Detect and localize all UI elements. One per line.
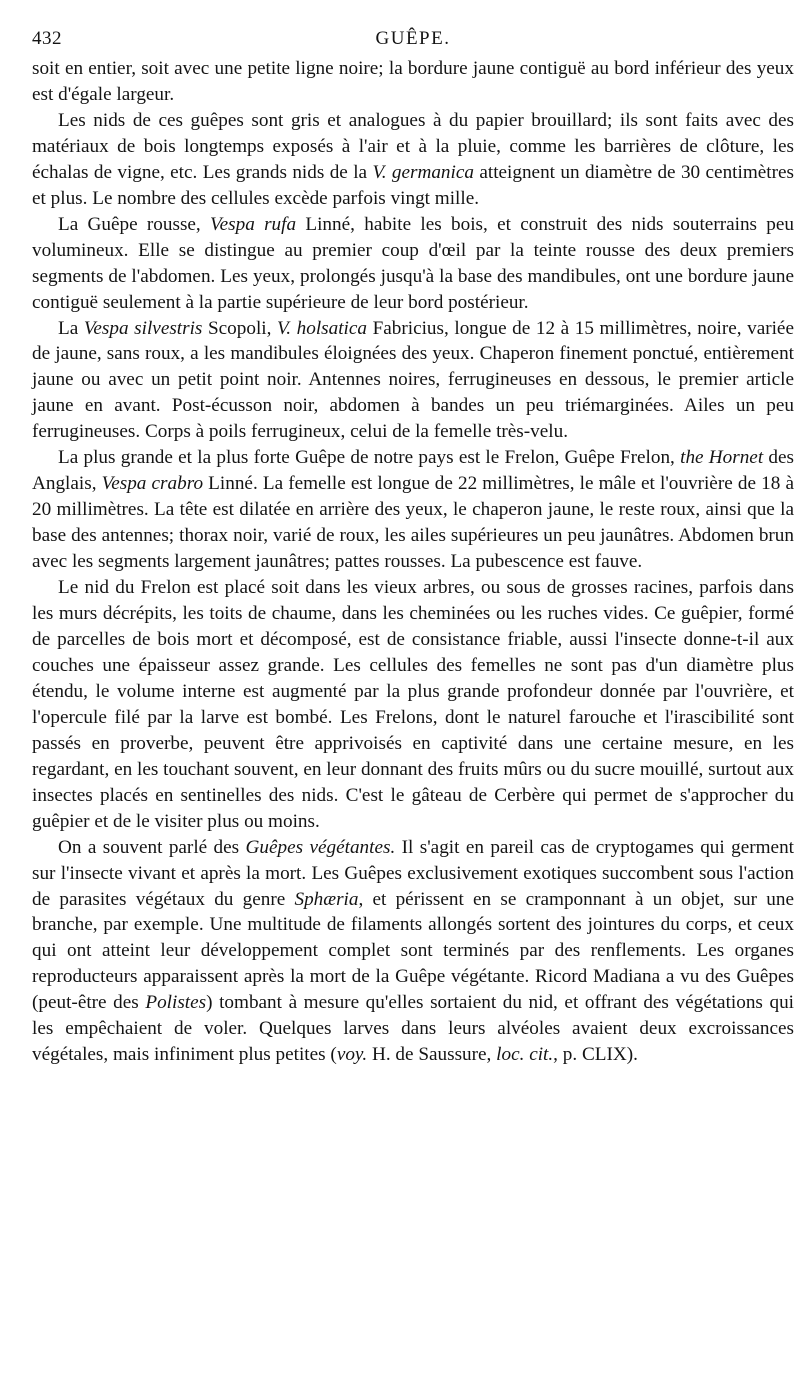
italic-text-run: Guêpes végétantes. [245,836,396,858]
text-run: Linné. La femelle est longue de 22 millimètres, le mâle et l'ouvrière de 18 à 20 millimètres. La tête est dilatée en arrière des yeux, le chaperon jaune, le reste roux, ainsi que la base des antennes; thorax noir, varié de roux, les ailes supérieures un peu jaunâtres. Abdomen brun avec les segments largement jaunâtres; pattes rousses. La pubescence est fauve. [32,473,794,573]
italic-text-run: V. holsatica [277,317,367,339]
text-run: Il s'agit en pareil cas de cryptogames qui germent sur l'insecte vivant et après la mort. Les Guêpes exclusivement exotiques succombent sous l'action de parasites végétaux du genre [32,836,794,910]
paragraph [32,56,794,108]
text-run: Scopoli, [202,317,278,339]
text-run: Les nids de ces guêpes sont gris et analogues à du papier brouillard; ils sont faits avec des matériaux de bois longtemps exposés à l'air et à la pluie, comme les barrières de clôture, les échalas de vigne, etc. Les grands nids de la [32,109,794,183]
paragraph [32,316,794,446]
text-run: On a souvent parlé des [58,836,246,858]
text-run: La plus grande et la plus forte Guêpe de notre pays est le Frelon, Guêpe Frelon, [58,447,681,469]
text-run: La Guêpe rousse, [58,213,211,235]
italic-text-run: Vespa rufa [210,213,297,235]
text-run: Le nid du Frelon est placé soit dans les vieux arbres, ou sous de grosses racines, parfois dans les murs décrépits, les toits de chaume, dans les cheminées ou les ruches vides. Ce guêpier, formé de parcelles de bois mort et décomposé, est de consistance friable, aussi l'insecte donne-t-il aux couches une épaisseur assez grande. Les cellules des femelles ne sont pas d'un diamètre plus étendu, le volume interne est augmenté par la plus grande profondeur donnée par l'ouvrière, et l'opercule filé par la larve est bombé. Les Frelons, dont le naturel farouche et l'irascibilité sont passés en proverbe, peuvent être apprivoisés en captivité dans une certaine mesure, en les regardant, en les touchant souvent, en leur donnant des fruits mûrs ou du sucre mouillé, surtout aux insectes placés en sentinelles des nids. C'est le gâteau de Cerbère qui permet de s'approcher du guêpier et de le visiter plus ou moins. [32,577,794,832]
paragraph [32,835,794,1069]
paragraph [32,108,794,212]
text-run: La [58,317,84,339]
italic-text-run: Vespa silvestris [83,317,203,339]
text-run: soit en entier, soit avec une petite ligne noire; la bordure jaune contiguë au bord inférieur des yeux est d'égale largeur. [32,58,794,105]
italic-text-run: loc. cit. [496,1044,554,1066]
text-run: ) tombant à mesure qu'elles sortaient du nid, et offrant des végétations qui les empêchaient de voler. Quelques larves dans leurs alvéoles avaient deux excroissances végétales, mais infiniment plus petites ( [32,992,794,1066]
text-run: atteignent un diamètre de 30 centimètres et plus. Le nombre des cellules excède parfois vingt mille. [32,161,794,209]
italic-text-run: Polistes [145,992,207,1014]
text-run: Fabricius, longue de 12 à 15 millimètres, noire, variée de jaune, sans roux, a les mandibules éloignées des yeux. Chaperon finement ponctué, entièrement jaune ou avec un petit point noir. Antennes noires, ferrugineuses en dessous, le premier article jaune en avant. Post-écusson noir, abdomen à bandes un peu triémarginées. Ailes un peu ferrugineuses. Corps à poils ferrugineux, celui de la femelle très-velu. [32,317,794,443]
italic-text-run: the Hornet [680,447,764,469]
text-run: H. de Saussure, [367,1044,497,1066]
page-number: 432 [32,28,62,49]
italic-text-run: V. germanica [372,161,474,183]
italic-text-run: voy. [336,1044,368,1066]
running-title: GUÊPE. [375,28,451,49]
text-run: , et périssent en se cramponnant à un objet, sur une branche, par exemple. Une multitude de filaments allongés sortent des jointures du corps, et ceux qui ont atteint leur développement complet sont terminés par des renflements. Les organes reproducteurs apparaissent après la mort de la Guêpe végétante. Ricord Madiana a vu des Guêpes (peut-être des [32,888,794,1014]
paragraph [32,212,794,316]
text-run: , p. CLIX). [553,1044,638,1066]
body-text [32,56,794,1068]
paragraph [32,575,794,835]
book-page [32,22,794,1068]
text-run: Linné, habite les bois, et construit des nids souterrains peu volumineux. Elle se distingue au premier coup d'œil par la teinte rousse des deux premiers segments de l'abdomen. Les yeux, prolongés jusqu'à la base des mandibules, ont une bordure jaune contiguë seulement à la partie supérieure de leur bord postérieur. [32,213,795,313]
italic-text-run: Sphæria [294,888,359,910]
page-header [32,22,794,56]
text-run: des Anglais, [32,447,794,495]
italic-text-run: Vespa crabro [101,473,204,495]
paragraph [32,445,794,575]
